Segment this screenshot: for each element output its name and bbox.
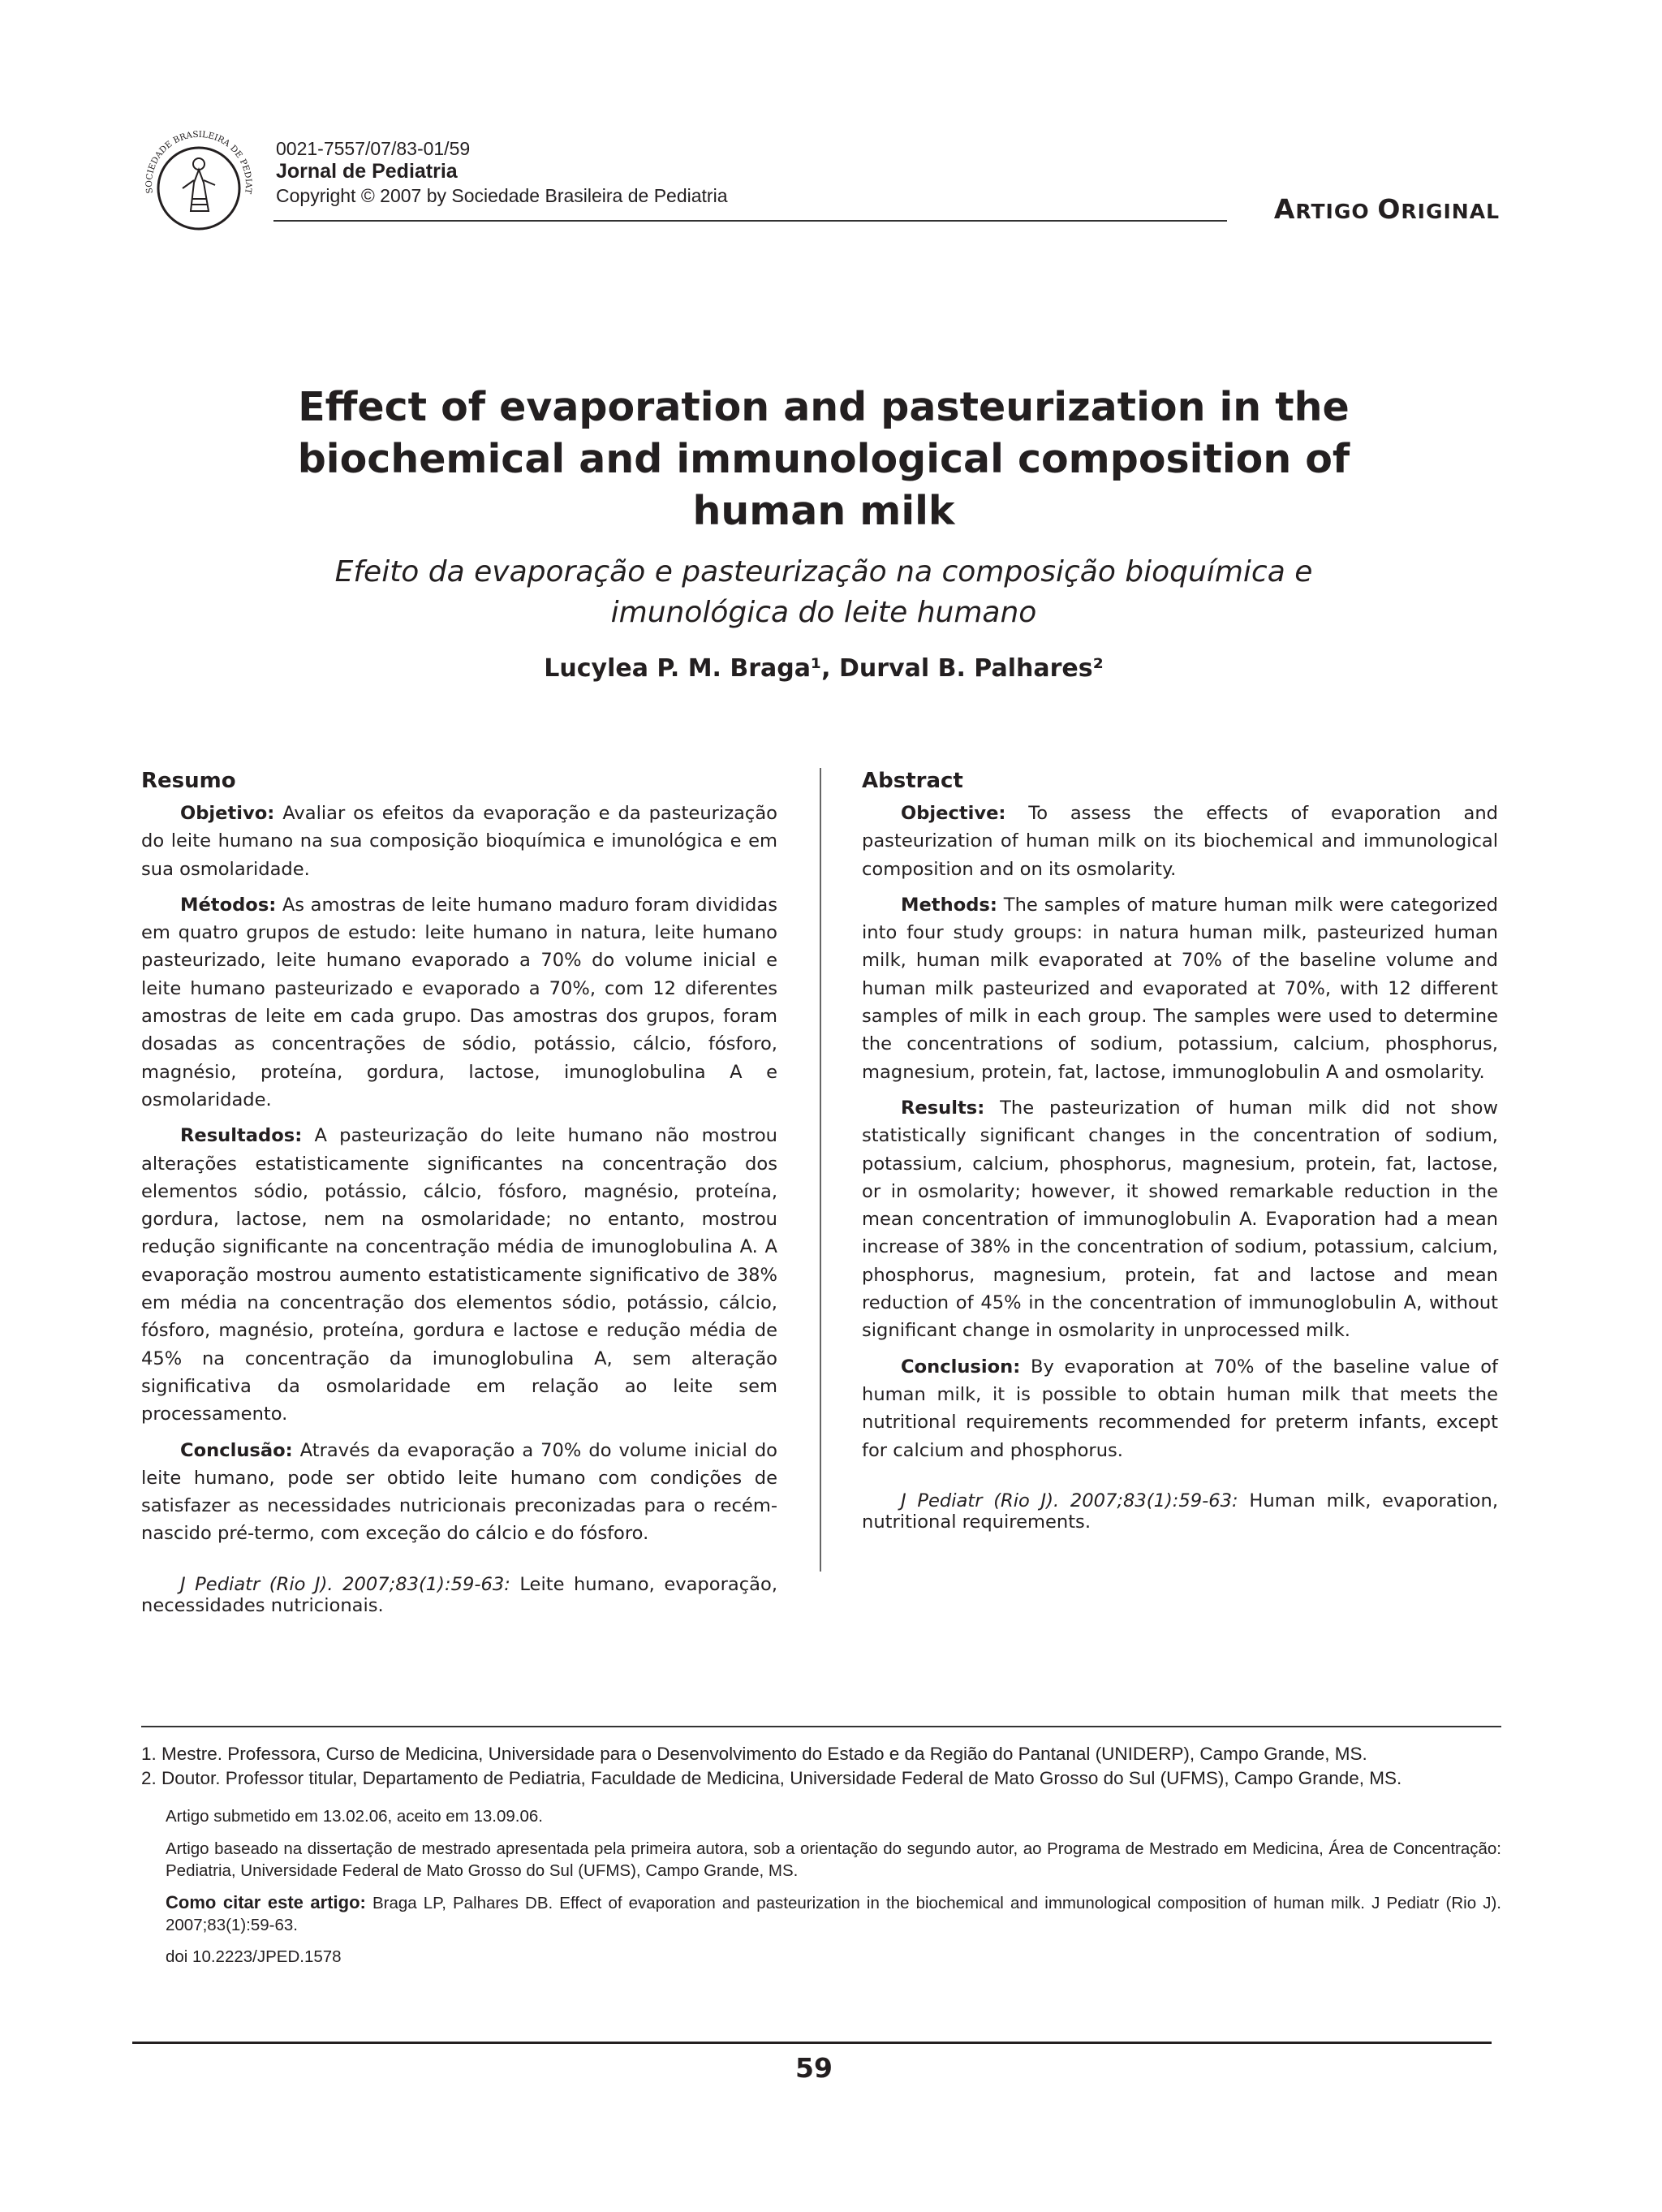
resumo-resultados — [141, 1122, 777, 1428]
how-to-cite-label: Como citar este artigo: — [166, 1892, 366, 1912]
resumo-heading: Resumo — [141, 769, 236, 793]
footnote-2: 2. Doutor. Professor titular, Departamento de Pediatria, Faculdade de Medicina, Universidade Federal de Mato Grosso do Sul (UFMS), Campo Grande, MS. — [141, 1768, 1402, 1788]
abstract-keywords-text: Human milk, evaporation, nutritional requirements. — [862, 1490, 1499, 1533]
resumo-keywords-text: Leite humano, evaporação, necessidades nutricionais. — [141, 1573, 778, 1616]
section-label-initial-o: O — [1377, 193, 1402, 225]
resumo-conclusao-text: Através da evaporação a 70% do volume inicial do leite humano, pode ser obtido leite humano com condições de satisfazer as necessidades nutricionais preconizadas para o recém-nascido pré-termo, com exceção do cálcio e do fósforo. — [141, 1439, 777, 1545]
abstract-citation: J Pediatr (Rio J). 2007;83(1):59-63: — [901, 1490, 1238, 1511]
resumo-citation: J Pediatr (Rio J). 2007;83(1):59-63: — [180, 1573, 510, 1595]
resumo-keywords — [141, 1574, 777, 1616]
resumo-column — [141, 767, 777, 1624]
abstract-results — [862, 1094, 1498, 1345]
section-label-initial-a: A — [1273, 193, 1296, 225]
journal-copyright: Copyright © 2007 by Sociedade Brasileira de Pediatria — [276, 185, 728, 206]
abstract-heading: Abstract — [862, 769, 963, 793]
how-to-cite-text: Braga LP, Palhares DB. Effect of evaporation and pasteurization in the biochemical and immunological composition of human milk. J Pediatr (Rio J). 2007;83(1):59-63. — [166, 1894, 1501, 1934]
how-to-cite — [166, 1891, 1501, 1936]
resumo-conclusao — [141, 1437, 777, 1548]
journal-issn: 0021-7557/07/83-01/59 — [276, 138, 471, 159]
abstract-keywords — [862, 1490, 1498, 1533]
abstract-objective-text: To assess the effects of evaporation and pasteurization of human milk on its biochemical and immunological composition and on its osmolarity. — [862, 803, 1498, 880]
society-seal-logo — [134, 122, 264, 252]
abstract-objective-label: Objective: — [901, 803, 1006, 824]
resumo-objetivo-text: Avaliar os efeitos da evaporação e da pasteurização do leite humano na sua composição bioquímica e imunológica e em sua osmolaridade. — [141, 803, 777, 880]
section-label — [1274, 193, 1500, 225]
submission-note: Artigo submetido em 13.02.06, aceito em 13.09.06. — [166, 1807, 543, 1826]
abstract-column — [862, 767, 1498, 1541]
resumo-objetivo — [141, 800, 777, 883]
doi-link[interactable]: doi 10.2223/JPED.1578 — [166, 1947, 342, 1966]
resumo-resultados-text: A pasteurização do leite humano não mostrou alterações estatisticamente significantes na concentração dos elementos sódio, potássio, cálcio, fósforo, magnésio, proteína, gordura, lactose, nem na osmolaridade; no entanto, mostrou redução significante na concentração média de imunoglobulina A. A evaporação mostrou aumento estatisticamente significativo de 38% em média na concentração dos elementos sódio, potássio, cálcio, fósforo, magnésio, proteína, gordura e lactose e redução média de 45% na concentração da imunoglobulina A, sem alteração significativa da osmolaridade em relação ao leite sem processamento. — [141, 1125, 777, 1425]
section-label-rest-a: RTIGO — [1295, 200, 1370, 223]
article-authors: Lucylea P. M. Braga¹, Durval B. Palhares² — [544, 654, 1104, 683]
footnote-1: 1. Mestre. Professora, Curso de Medicina, Universidade para o Desenvolvimento do Estado e da Região do Pantanal (UNIDERP), Campo Grande, MS. — [141, 1744, 1367, 1764]
abstract-conclusion-text: By evaporation at 70% of the baseline value of human milk, it is possible to obtain human milk that meets the nutritional requirements recommended for preterm infants, except for calcium and phosphorus. — [862, 1356, 1498, 1461]
column-divider — [820, 768, 821, 1572]
resumo-metodos-label: Métodos: — [180, 894, 277, 916]
abstract-methods-label: Methods: — [901, 894, 997, 916]
abstract-methods — [862, 891, 1498, 1086]
page-bottom-rule — [132, 2042, 1492, 2044]
resumo-metodos-text: As amostras de leite humano maduro foram divididas em quatro grupos de estudo: leite humano in natura, leite humano pasteurizado, leite humano evaporado a 70% do volume inicial e leite humano pasteurizado e evaporado a 70%, com 12 diferentes amostras de leite em cada grupo. Das amostras dos grupos, foram dosadas as concentrações de sódio, potássio, cálcio, fósforo, magnésio, proteína, gordura, lactose, imunoglobulina A e osmolaridade. — [141, 894, 777, 1110]
seal-graphic — [134, 122, 264, 252]
abstract-objective — [862, 800, 1498, 883]
abstract-results-text: The pasteurization of human milk did not show statistically significant changes in the concentration of sodium, potassium, calcium, phosphorus, magnesium, protein, fat, lactose, or in osmolarity; however, it showed remarkable reduction in the mean concentration of immunoglobulin A. Evaporation had a mean increase of 38% in the concentration of sodium, potassium, calcium, phosphorus, magnesium, protein, fat and lactose and mean reduction of 45% in the concentration of immunoglobulin A, without significant change in osmolarity in unprocessed milk. — [862, 1097, 1498, 1342]
journal-name: Jornal de Pediatria — [276, 160, 458, 183]
resumo-metodos — [141, 891, 777, 1114]
abstract-results-label: Results: — [901, 1097, 985, 1119]
seal-text: SOCIEDADE BRASILEIRA DE PEDIAT — [144, 129, 254, 195]
abstract-conclusion-label: Conclusion: — [901, 1356, 1021, 1378]
dissertation-note: Artigo baseado na dissertação de mestrado apresentada pela primeira autora, sob a orientação do segundo autor, ao Programa de Mestrado em Medicina, Área de Concentração: Pediatria, Universidade Federal de Mato Grosso do Sul (UFMS), Campo Grande, MS. — [166, 1839, 1501, 1880]
page-number: 59 — [795, 2052, 833, 2084]
header-rule — [273, 220, 1227, 222]
section-label-rest-o: RIGINAL — [1401, 200, 1500, 223]
abstract-conclusion — [862, 1353, 1498, 1464]
resumo-conclusao-label: Conclusão: — [180, 1439, 293, 1461]
footnote-rule — [141, 1726, 1501, 1727]
article-title: Effect of evaporation and pasteurization in the biochemical and immunological composition of human milk — [297, 384, 1350, 534]
article-subtitle: Efeito da evaporação e pasteurização na composição bioquímica e imunológica do leite humano — [334, 555, 1313, 629]
resumo-resultados-label: Resultados: — [180, 1125, 303, 1147]
resumo-objetivo-label: Objetivo: — [180, 803, 275, 824]
abstract-methods-text: The samples of mature human milk were categorized into four study groups: in natura human milk, pasteurized human milk, human milk evaporated at 70% of the baseline volume and human milk pasteurized and evaporated at 70%, with 12 different samples of milk in each group. The samples were used to determine the concentrations of sodium, potassium, calcium, phosphorus, magnesium, protein, fat, lactose, immunoglobulin A and osmolarity. — [862, 894, 1499, 1083]
